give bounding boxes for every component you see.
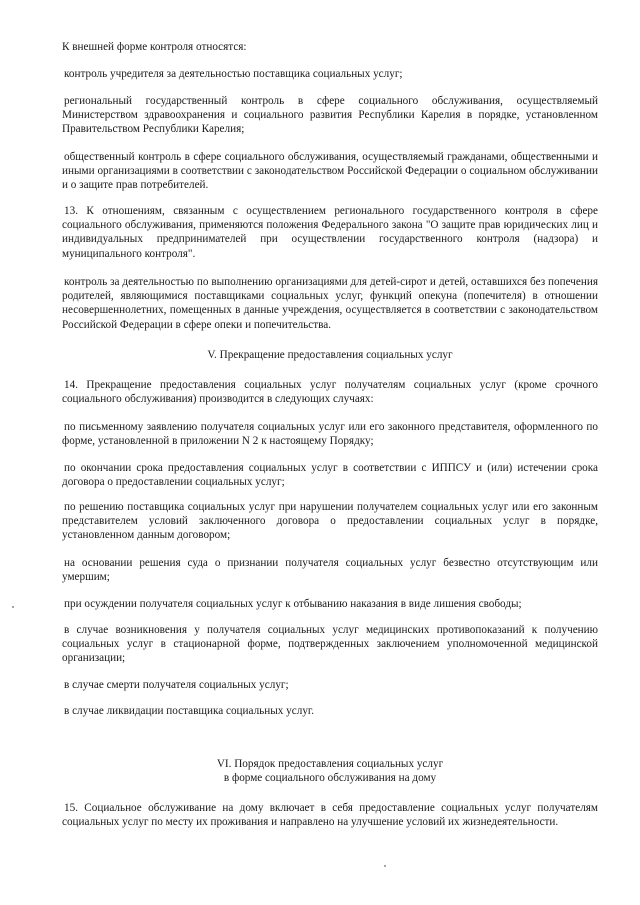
scan-speck [12,606,14,608]
list-item-term-end: по окончании срока предоставления социальных услуг в соответствии с ИППСУ и (или) истечении срока договора о предоставлении социальных услуг; [62,462,598,489]
list-item-death: в случае смерти получателя социальных услуг; [64,679,289,691]
list-item-court-decision: на основании решения суда о признании получателя социальных услуг безвестно отсутствующим или умершим; [62,557,598,584]
list-item-liquidation: в случае ликвидации поставщика социальных услуг. [64,705,315,717]
paragraph-14: 14. Прекращение предоставления социальных услуг получателям социальных услуг (кроме срочного социального обслуживания) производится в следующих случаях: [62,379,598,406]
list-item-medical-contraindications: в случае возникновения у получателя социальных услуг медицинских противопоказаний к получению социальных услуг в стационарной форме, подтвержденных заключением уполномоченной медицинской организации; [62,624,598,665]
section-6-title-line-1: VI. Порядок предоставления социальных услуг [216,758,444,770]
section-5-title: V. Прекращение предоставления социальных услуг [207,349,453,361]
paragraph-15: 15. Социальное обслуживание на дому включает в себя предоставление социальных услуг получателям социальных услуг по месту их проживания и направлено на улучшение условий их жизнедеятельности. [62,802,598,829]
list-item-provider-decision: по решению поставщика социальных услуг при нарушении получателем социальных услуг или его законным представителем условий заключенного договора о предоставлении социальных услуг в порядке, установленном данным договором; [62,501,598,542]
paragraph-orphans-control: контроль за деятельностью по выполнению организациями для детей-сирот и детей, оставшихся без попечения родителей, являющимися поставщиками социальных услуг, функций опекуна (попечителя) в отношении несовершеннолетних, помещенных в данные учреждения, осуществляется в соответствии с законодательством Российской Федерации в сфере опеки и попечительства. [62,276,598,331]
scan-speck [384,865,386,867]
intro-text: К внешней форме контроля относятся: [62,41,247,53]
paragraph-13: 13. К отношениям, связанным с осуществлением регионального государственного контроля в сфере социального обслуживания, применяются положения Федерального закона "О защите прав юридических лиц и индивидуальных предпринимателей при осуществлении государственного контроля (надзора) и муниципального контроля". [62,205,598,260]
list-item-conviction: при осуждении получателя социальных услуг к отбыванию наказания в виде лишения свободы; [64,598,522,610]
section-6-title-line-2: в форме социального обслуживания на дому [223,772,437,784]
paragraph-regional-control: региональный государственный контроль в сфере социального обслуживания, осуществляемый Министерством здравоохранения и социального развития Республики Карелия в порядке, установленном Правительством Республики Карелия; [62,95,598,136]
list-item-written-request: по письменному заявлению получателя социальных услуг или его законного представителя, оформленного по форме, установленной в приложении N 2 к настоящему Порядку; [62,421,598,448]
paragraph-public-control: общественный контроль в сфере социального обслуживания, осуществляемый гражданами, общественными и иными организациями в соответствии с законодательством Российской Федерации о социальном обслуживании и о защите прав потребителей. [62,151,598,192]
paragraph-founder-control: контроль учредителя за деятельностью поставщика социальных услуг; [64,68,403,80]
